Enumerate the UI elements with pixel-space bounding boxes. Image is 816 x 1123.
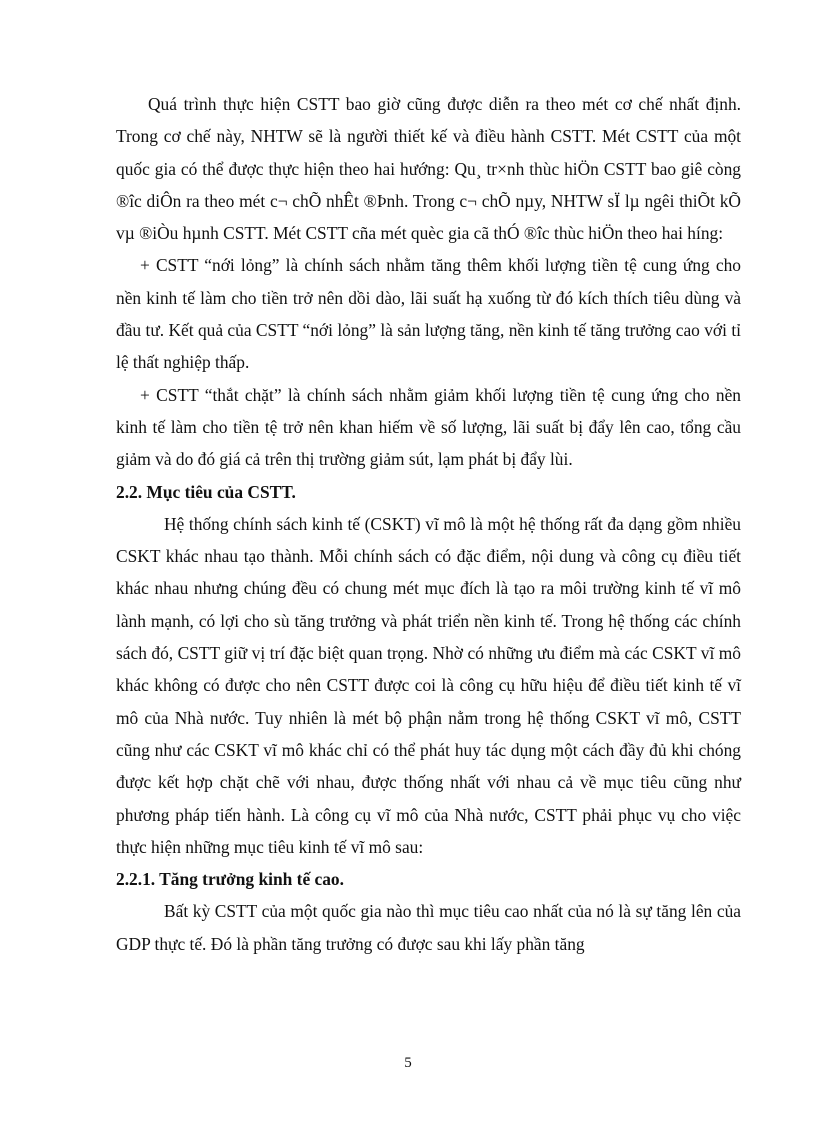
paragraph-tight-policy: + CSTT “thắt chặt” là chính sách nhằm giảm khối lượng tiền tệ cung ứng cho nền kinh tế làm cho tiền tệ trở nên khan hiếm về số lượng, lãi suất bị đẩy lên cao, tổng cầu giảm và do đó giá cả trên thị trường giảm sút, lạm phát bị đẩy lùi. — [116, 384, 741, 470]
paragraph-loose-policy: + CSTT “nới lỏng” là chính sách nhằm tăng thêm khối lượng tiền tệ cung ứng cho nền kinh tế làm cho tiền trở nên dồi dào, lãi suất hạ xuống từ đó kích thích tiêu dùng và đầu tư. Kết quả của CSTT “nới lỏng” là sản lượng tăng, nền kinh tế tăng trưởng cao với tỉ lệ thất nghiệp thấp. — [116, 255, 741, 373]
section-heading-2-2-1: 2.2.1. Tăng trưởng kinh tế cao. — [116, 869, 344, 890]
section-heading-2-2: 2.2. Mục tiêu của CSTT. — [116, 481, 296, 502]
page-number: 5 — [404, 1055, 412, 1071]
paragraph-2-2: Hệ thống chính sách kinh tế (CSKT) vĩ mô là một hệ thống rất đa dạng gồm nhiều CSKT khác nhau tạo thành. Mỗi chính sách có đặc điểm, nội dung và công cụ điều tiết khác nhau nhưng chúng đều có chung mét mục đích là tạo ra môi trường kinh tế vĩ mô lành mạnh, có lợi cho sù tăng trưởng và phát triển nền kinh tế. Trong hệ thống các chính sách đó, CSTT giữ vị trí đặc biệt quan trọng. Nhờ có những ưu điểm mà các CSKT vĩ mô khác không có được cho nên CSTT được coi là công cụ hữu hiệu để điều tiết kinh tế vĩ mô của Nhà nước. Tuy nhiên là mét bộ phận nằm trong hệ thống CSKT vĩ mô, CSTT cũng như các CSKT vĩ mô khác chỉ có thể phát huy tác dụng một cách đầy đủ khi chóng được kết hợp chặt chẽ với nhau, được thống nhất với nhau cả về mục tiêu cũng như phương pháp tiến hành. Là công cụ vĩ mô của Nhà nước, CSTT phải phục vụ cho việc thực hiện những mục tiêu kinh tế vĩ mô sau: — [116, 513, 741, 857]
paragraph-2-2-1: Bất kỳ CSTT của một quốc gia nào thì mục tiêu cao nhất của nó là sự tăng lên của GDP thực tế. Đó là phần tăng trưởng có được sau khi lấy phần tăng — [116, 901, 741, 954]
document-body — [116, 88, 741, 960]
paragraph-intro: Quá trình thực hiện CSTT bao giờ cũng được diễn ra theo mét cơ chế nhất định. Trong cơ chế này, NHTW sẽ là người thiết kế và điều hành CSTT. Mét CSTT của một quốc gia có thể được thực hiện theo hai hướng: Qu¸ tr×nh thùc hiÖn CSTT bao giê còng ®îc diÔn ra theo mét c¬ chÕ nhÊt ®Þnh. Trong c¬ chÕ nµy, NHTW sÏ lµ ngêi thiÕt kÕ vµ ®iÒu hµnh CSTT. Mét CSTT cña mét quèc gia cã thÓ ®îc thùc hiÖn theo hai híng: — [116, 94, 741, 244]
